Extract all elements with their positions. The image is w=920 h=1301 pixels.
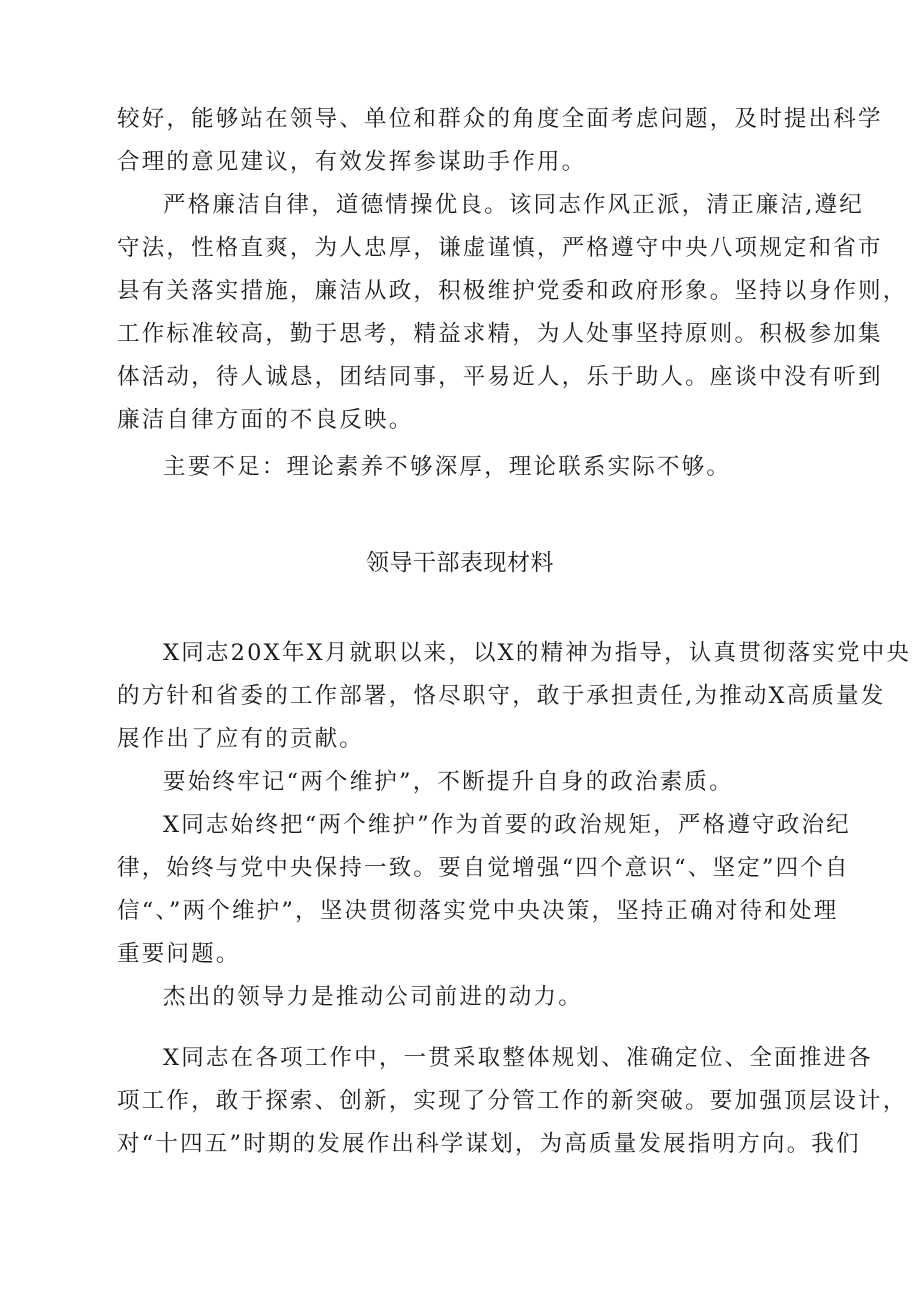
paragraph-line: 体活动，待人诚恳，团结同事，平易近人，乐于助人。座谈中没有听到	[117, 364, 883, 390]
paragraph-line: 较好，能够站在领导、单位和群众的角度全面考虑问题，及时提出科学	[117, 106, 883, 132]
paragraph-line: X同志始终把“两个维护”作为首要的政治规矩，严格遵守政治纪	[163, 812, 851, 838]
paragraph-line: 的方针和省委的工作部署，恪尽职守，敢于承担责任,为推动X高质量发	[117, 683, 886, 709]
paragraph-line: 守法，性格直爽，为人忠厚，谦虚谨慎，严格遵守中央八项规定和省市	[117, 235, 883, 261]
paragraph-line: 合理的意见建议，有效发挥参谋助手作用。	[117, 149, 587, 175]
paragraph-line: 杰出的领导力是推动公司前进的动力。	[163, 984, 583, 1010]
paragraph-line: 廉洁自律方面的不良反映。	[117, 407, 414, 433]
paragraph-line: 律，始终与党中央保持一致。要自觉增强“四个意识“、坚定”四个自	[117, 855, 850, 881]
paragraph-line: 严格廉洁自律，道德情操优良。该同志作风正派，清正廉洁,遵纪	[163, 192, 864, 218]
paragraph-line: 对“十四五”时期的发展作出科学谋划，为高质量发展指明方向。我们	[117, 1131, 861, 1157]
paragraph-line: X同志在各项工作中，一贯采取整体规划、准确定位、全面推进各	[163, 1045, 873, 1071]
paragraph-line: 要始终牢记“两个维护”，不断提升自身的政治素质。	[163, 769, 734, 795]
document-title: 领导干部表现材料	[366, 550, 554, 576]
paragraph-line: 重要问题。	[117, 941, 241, 967]
paragraph-line: 信“、”两个维护”，坚决贯彻落实党中央决策，坚持正确对待和处理	[117, 898, 839, 924]
paragraph-line: 项工作，敢于探索、创新，实现了分管工作的新突破。要加强顶层设计，	[117, 1088, 908, 1114]
paragraph-line: X同志20X年X月就职以来，以X的精神为指导，认真贯彻落实党中央	[163, 640, 912, 666]
paragraph-line: 展作出了应有的贡献。	[117, 726, 365, 752]
paragraph-line: 工作标准较高，勤于思考，精益求精，为人处事坚持原则。积极参加集	[117, 321, 883, 347]
paragraph-line: 主要不足：理论素养不够深厚，理论联系实际不够。	[163, 454, 732, 480]
paragraph-line: 县有关落实措施，廉洁从政，积极维护党委和政府形象。坚持以身作则，	[117, 278, 908, 304]
